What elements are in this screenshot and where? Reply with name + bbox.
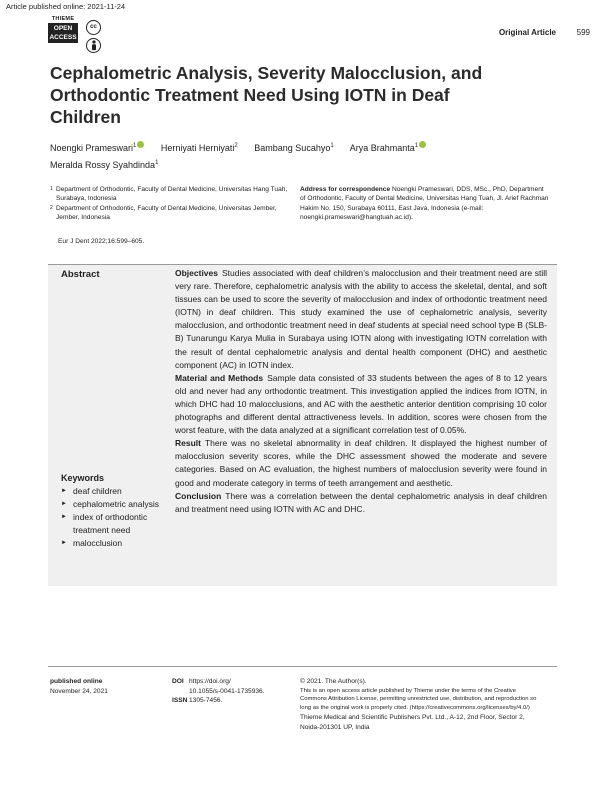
orcid-icon[interactable] xyxy=(419,141,426,148)
correspondence-text: Noengki Prameswari, DDS, MSc., PhD, Department of Orthodontic, Faculty of Dental Medicine, Universitas Hang Tuah, Jl. Arief Rachman Hakim No. 150, Surabaya 60111, East Java, Indonesia (e-mail: noengki.prameswari@hangtuah.ac.id). xyxy=(300,186,549,222)
abstract-methods: Material and Methods Sample data consisted of 33 students between the ages of 8 to 12 years old and never had any orthodontic treatment. This investigation applied the indices from IOTN, in which DHC had 10 malocclusions, and AC with the aesthetic anterior dentition comprising 10 color photographs and different dental attractiveness levels. In addition, scores were chosen from the worst feature, with the data analyzed at a significant correlation test of 0.05%. xyxy=(175,372,547,436)
abstract-objectives: Objectives Studies associated with deaf children’s malocclusion and their treatment need are still very rare. Therefore, cephalometric analysis with the ability to access the skeletal, dental, and soft tissues can be used to score the severity of malocclusion and index of orthodontic treatment need (IOTN) in deaf children. This study examined the use of cephalometric analysis, severity malocclusion, and orthodontic treatment need in deaf students at special need school type B (SLB-B) Tunarungu Karya Mulia in Surabaya using IOTN along with investigating IOTN correlation with the result of dental cephalometric analysis and dental health component (DHC) and aesthetic component (AC) in IOTN index. xyxy=(175,268,547,370)
keyword-item: ► deaf children xyxy=(61,485,171,498)
author[interactable]: Arya Brahmanta$^1$ xyxy=(350,143,426,153)
correspondence-address xyxy=(300,185,550,223)
footer-published xyxy=(50,677,160,696)
affiliation-item: 1 Department of Orthodontic, Faculty of Dental Medicine, Universitas Hang Tuah, Surabaya, Indonesia xyxy=(50,186,288,203)
published-label: published online xyxy=(50,678,103,685)
logo-thieme-text: THIEME xyxy=(51,16,75,22)
orcid-icon[interactable] xyxy=(137,141,144,148)
published-online-line: Article published online: 2021-11-24 xyxy=(6,2,126,11)
article-title: Cephalometric Analysis, Severity Malocclusion, and Orthodontic Treatment Need Using IOTN in Deaf Children xyxy=(50,63,483,127)
keyword-item: ► index of orthodontic treatment need xyxy=(61,511,171,537)
abstract-divider xyxy=(48,264,557,265)
cc-license-badge xyxy=(86,20,122,36)
copyright-text: © 2021. The Author(s). xyxy=(300,678,367,685)
footer-license xyxy=(300,677,540,732)
published-date: November 24, 2021 xyxy=(50,687,108,695)
keyword-item: ► malocclusion xyxy=(61,537,171,550)
license-text: This is an open access article published by Thieme under the terms of the Creative Commons Attribution License, permitting unrestricted use, distribution, and reproduction so long as the original work is properly cited. (https://creativecommons.org/licenses/by/4.0/) xyxy=(300,687,537,712)
by-attribution-icon xyxy=(86,38,101,53)
issn-label: ISSN xyxy=(172,697,188,705)
doi-label: DOI xyxy=(172,678,184,685)
thieme-open-access-logo xyxy=(48,15,78,43)
abstract-heading: Abstract xyxy=(61,269,100,280)
page-number: 599 xyxy=(576,28,590,37)
section-label: Original Article xyxy=(498,28,556,37)
keywords-heading: Keywords xyxy=(61,473,105,483)
publisher-text: Thieme Medical and Scientific Publishers Pvt. Ltd., A-12, 2nd Floor, Sector 2, Noida-201301 UP, India xyxy=(300,713,525,731)
abstract-body xyxy=(175,267,547,516)
doi-value[interactable]: 10.1055/s-0041-1735936. xyxy=(189,687,265,695)
doi-link[interactable]: https://doi.org/ xyxy=(189,678,231,685)
author-list xyxy=(50,139,530,173)
issn-value: 1305-7456. xyxy=(189,697,223,705)
journal-citation: Eur J Dent 2022;16:599–605. xyxy=(58,238,145,245)
correspondence-label: Address for correspondence xyxy=(300,186,391,193)
logo-open-text: OPEN xyxy=(53,25,73,32)
abstract-result: Result There was no skeletal abnormality in deaf children. It displayed the highest number of malocclusion severity scores, while the DHC assessment showed the moderate and severe categories. Based on AC evaluation, the highest numbers of malocclusion severity were found in good and moderate category in terms of teeth arrangement and aesthetic. xyxy=(175,438,547,488)
abstract-conclusion: Conclusion There was a correlation between the dental cephalometric analysis in deaf children and treatment need using IOTN with AC and DHC. xyxy=(175,490,547,514)
author[interactable]: Meralda Rossy Syahdinda$^1$ xyxy=(50,160,159,170)
keywords-list xyxy=(61,485,171,550)
cc-icon: cc xyxy=(86,20,101,35)
author[interactable]: Bambang Sucahyo$^1$ xyxy=(254,143,334,153)
footer-identifiers xyxy=(172,677,292,706)
author[interactable]: Herniyati Herniyati$^2$ xyxy=(160,143,238,153)
affiliations xyxy=(50,185,290,223)
author[interactable]: Noengki Prameswari$^1$ xyxy=(50,143,144,153)
footer-divider xyxy=(48,666,557,667)
logo-access-text: ACCESS xyxy=(49,34,77,41)
affiliation-item: 2 Department of Orthodontic, Faculty of Dental Medicine, Universitas Jember, Jember, Indonesia xyxy=(50,204,277,222)
keyword-item: ► cephalometric analysis xyxy=(61,498,171,511)
logo-open-access-block xyxy=(48,23,78,43)
